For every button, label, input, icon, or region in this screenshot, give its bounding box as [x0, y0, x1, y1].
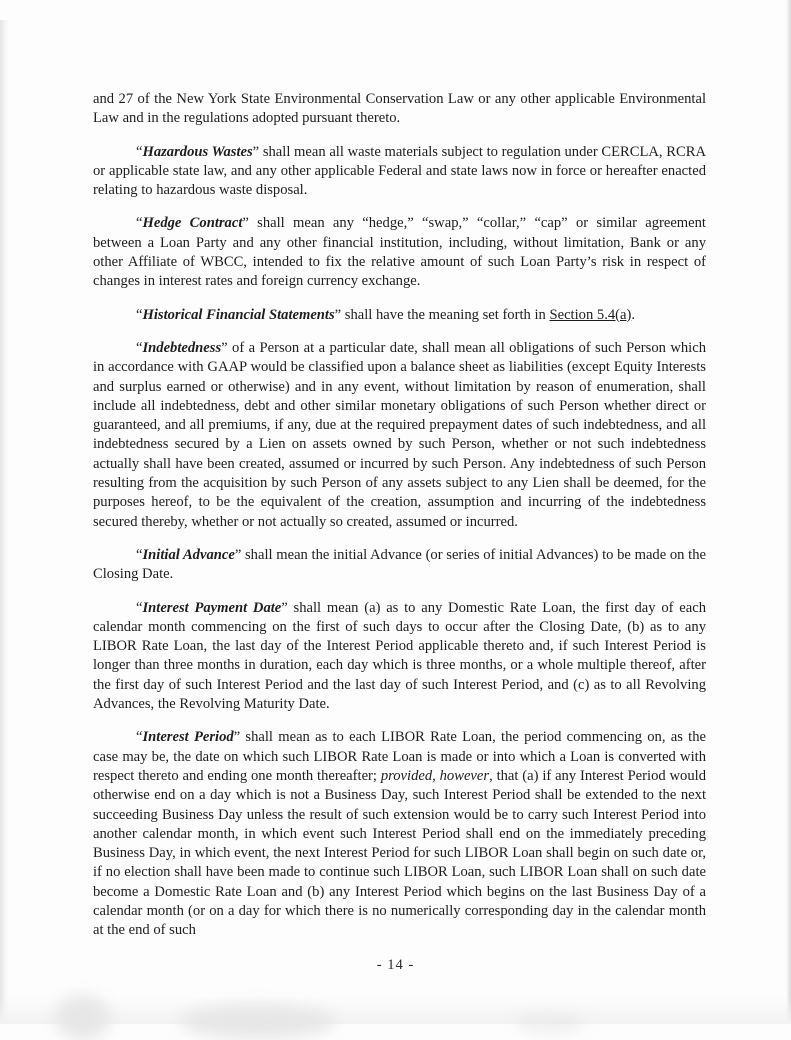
paragraph — [93, 599, 706, 715]
defined-term: Indebtedness — [142, 339, 222, 356]
text-segment: , that (a) if any Interest Period would otherwise end on a day which is not a Business Day, such Interest Period shall be extended to the next succeeding Business Day unless the result of such extension would be to carry such Interest Period into another calendar month, in which event such Interest Period shall end on the immediately preceding Business Day, in which event, the next Interest Period for such LIBOR Loan shall begin on such date or, if no election shall have been made to continue such LIBOR Loan, such LIBOR Loan shall on such date become a Domestic Rate Loan and (b) any Interest Period which begins on the last Business Day of a calendar month (or on a day for which there is no numerically corresponding day in the calendar month at the end of such — [93, 767, 706, 939]
scan-edge-right — [786, 0, 791, 1024]
paragraph — [93, 339, 706, 532]
paragraph — [93, 214, 706, 291]
text-segment: provided, however — [380, 767, 490, 784]
scan-smudge — [180, 1004, 335, 1039]
scan-edge-left — [0, 20, 9, 1024]
defined-term: Initial Advance — [142, 546, 235, 563]
text-segment: “ — [136, 546, 143, 563]
paragraph — [93, 90, 706, 129]
text-segment: “ — [136, 215, 143, 232]
text-segment: ” shall mean as to each LIBOR Rate Loan, the period commencing on, as the case may be, the date on which such LIBOR Rate Loan is made or into which a Loan is converted with respect thereto and ending one month thereafter; — [93, 729, 706, 784]
scan-smudge — [55, 995, 110, 1040]
defined-term: Interest Period — [142, 729, 234, 746]
text-segment: ” shall have the meaning set forth in — [334, 306, 550, 323]
defined-term: Hazardous Wastes — [142, 143, 253, 160]
defined-term: Historical Financial Statements — [142, 306, 335, 323]
text-segment: and 27 of the New York State Environmental Conservation Law or any other applicable Environmental Law and in the regulations adopted pursuant thereto. — [93, 91, 706, 127]
text-segment: ” of a Person at a particular date, shall mean all obligations of such Person which in accordance with GAAP would be classified upon a balance sheet as liabilities (except Equity Interests and surplus earned or otherwise) and in any event, without limitation by reason of enumeration, shall include all indebtedness, debt and other similar monetary obligations of such Person whether direct or guaranteed, and all premiums, if any, due at the required prepayment dates of such indebtedness, and all indebtedness secured by a Lien on assets owned by such Person, whether or not such indebtedness actually shall have been created, assumed or incurred by such Person. Any indebtedness of such Person resulting from the acquisition by such Person of any assets subject to any Lien shall be deemed, for the purposes hereof, to be the equivalent of the creation, assumption and incurring of the indebtedness secured thereby, whether or not actually so created, assumed or incurred. — [93, 339, 706, 530]
text-segment: “ — [136, 143, 143, 160]
page-number: - 14 - — [376, 957, 415, 973]
text-segment: “ — [136, 599, 143, 616]
text-segment: ” shall mean the initial Advance (or series of initial Advances) to be made on the Closing Date. — [93, 546, 707, 583]
paragraph — [93, 143, 706, 201]
paragraph — [93, 306, 706, 325]
text-segment: . — [631, 306, 635, 323]
text-segment: ” shall mean (a) as to any Domestic Rate Loan, the first day of each calendar month commencing on the first of such days to occur after the Closing Date, (b) as to any LIBOR Rate Loan, the last day of the Interest Period applicable thereto and, if such Interest Period is longer than three months in duration, each day which is three months, or a whole multiple thereof, after the first day of such Interest Period and the last day of such Interest Period, and (c) as to all Revolving Advances, the Revolving Maturity Date. — [93, 599, 706, 713]
defined-term: Hedge Contract — [142, 215, 243, 232]
defined-term: Interest Payment Date — [142, 599, 282, 616]
document-body — [93, 90, 706, 955]
text-segment: ” shall mean any “hedge,” “swap,” “collar,” “cap” or similar agreement between a Loan Party and any other financial institution, including, without limitation, Bank or any other Affiliate of WBCC, intended to fix the relative amount of such Loan Party’s risk in respect of changes in interest rates and foreign currency exchange. — [93, 215, 706, 290]
text-segment: “ — [136, 306, 143, 323]
scan-smudge — [515, 1012, 585, 1034]
paragraph — [93, 728, 706, 940]
scan-edge-bottom — [0, 996, 791, 1024]
text-segment: “ — [136, 339, 143, 356]
paragraph — [93, 546, 706, 585]
text-segment: ” shall mean all waste materials subject to regulation under CERCLA, RCRA or applicable state law, and any other applicable Federal and state laws now in force or hereafter enacted relating to hazardous waste disposal. — [93, 143, 706, 199]
section-reference: Section 5.4(a) — [549, 306, 632, 323]
text-segment: “ — [136, 729, 143, 746]
